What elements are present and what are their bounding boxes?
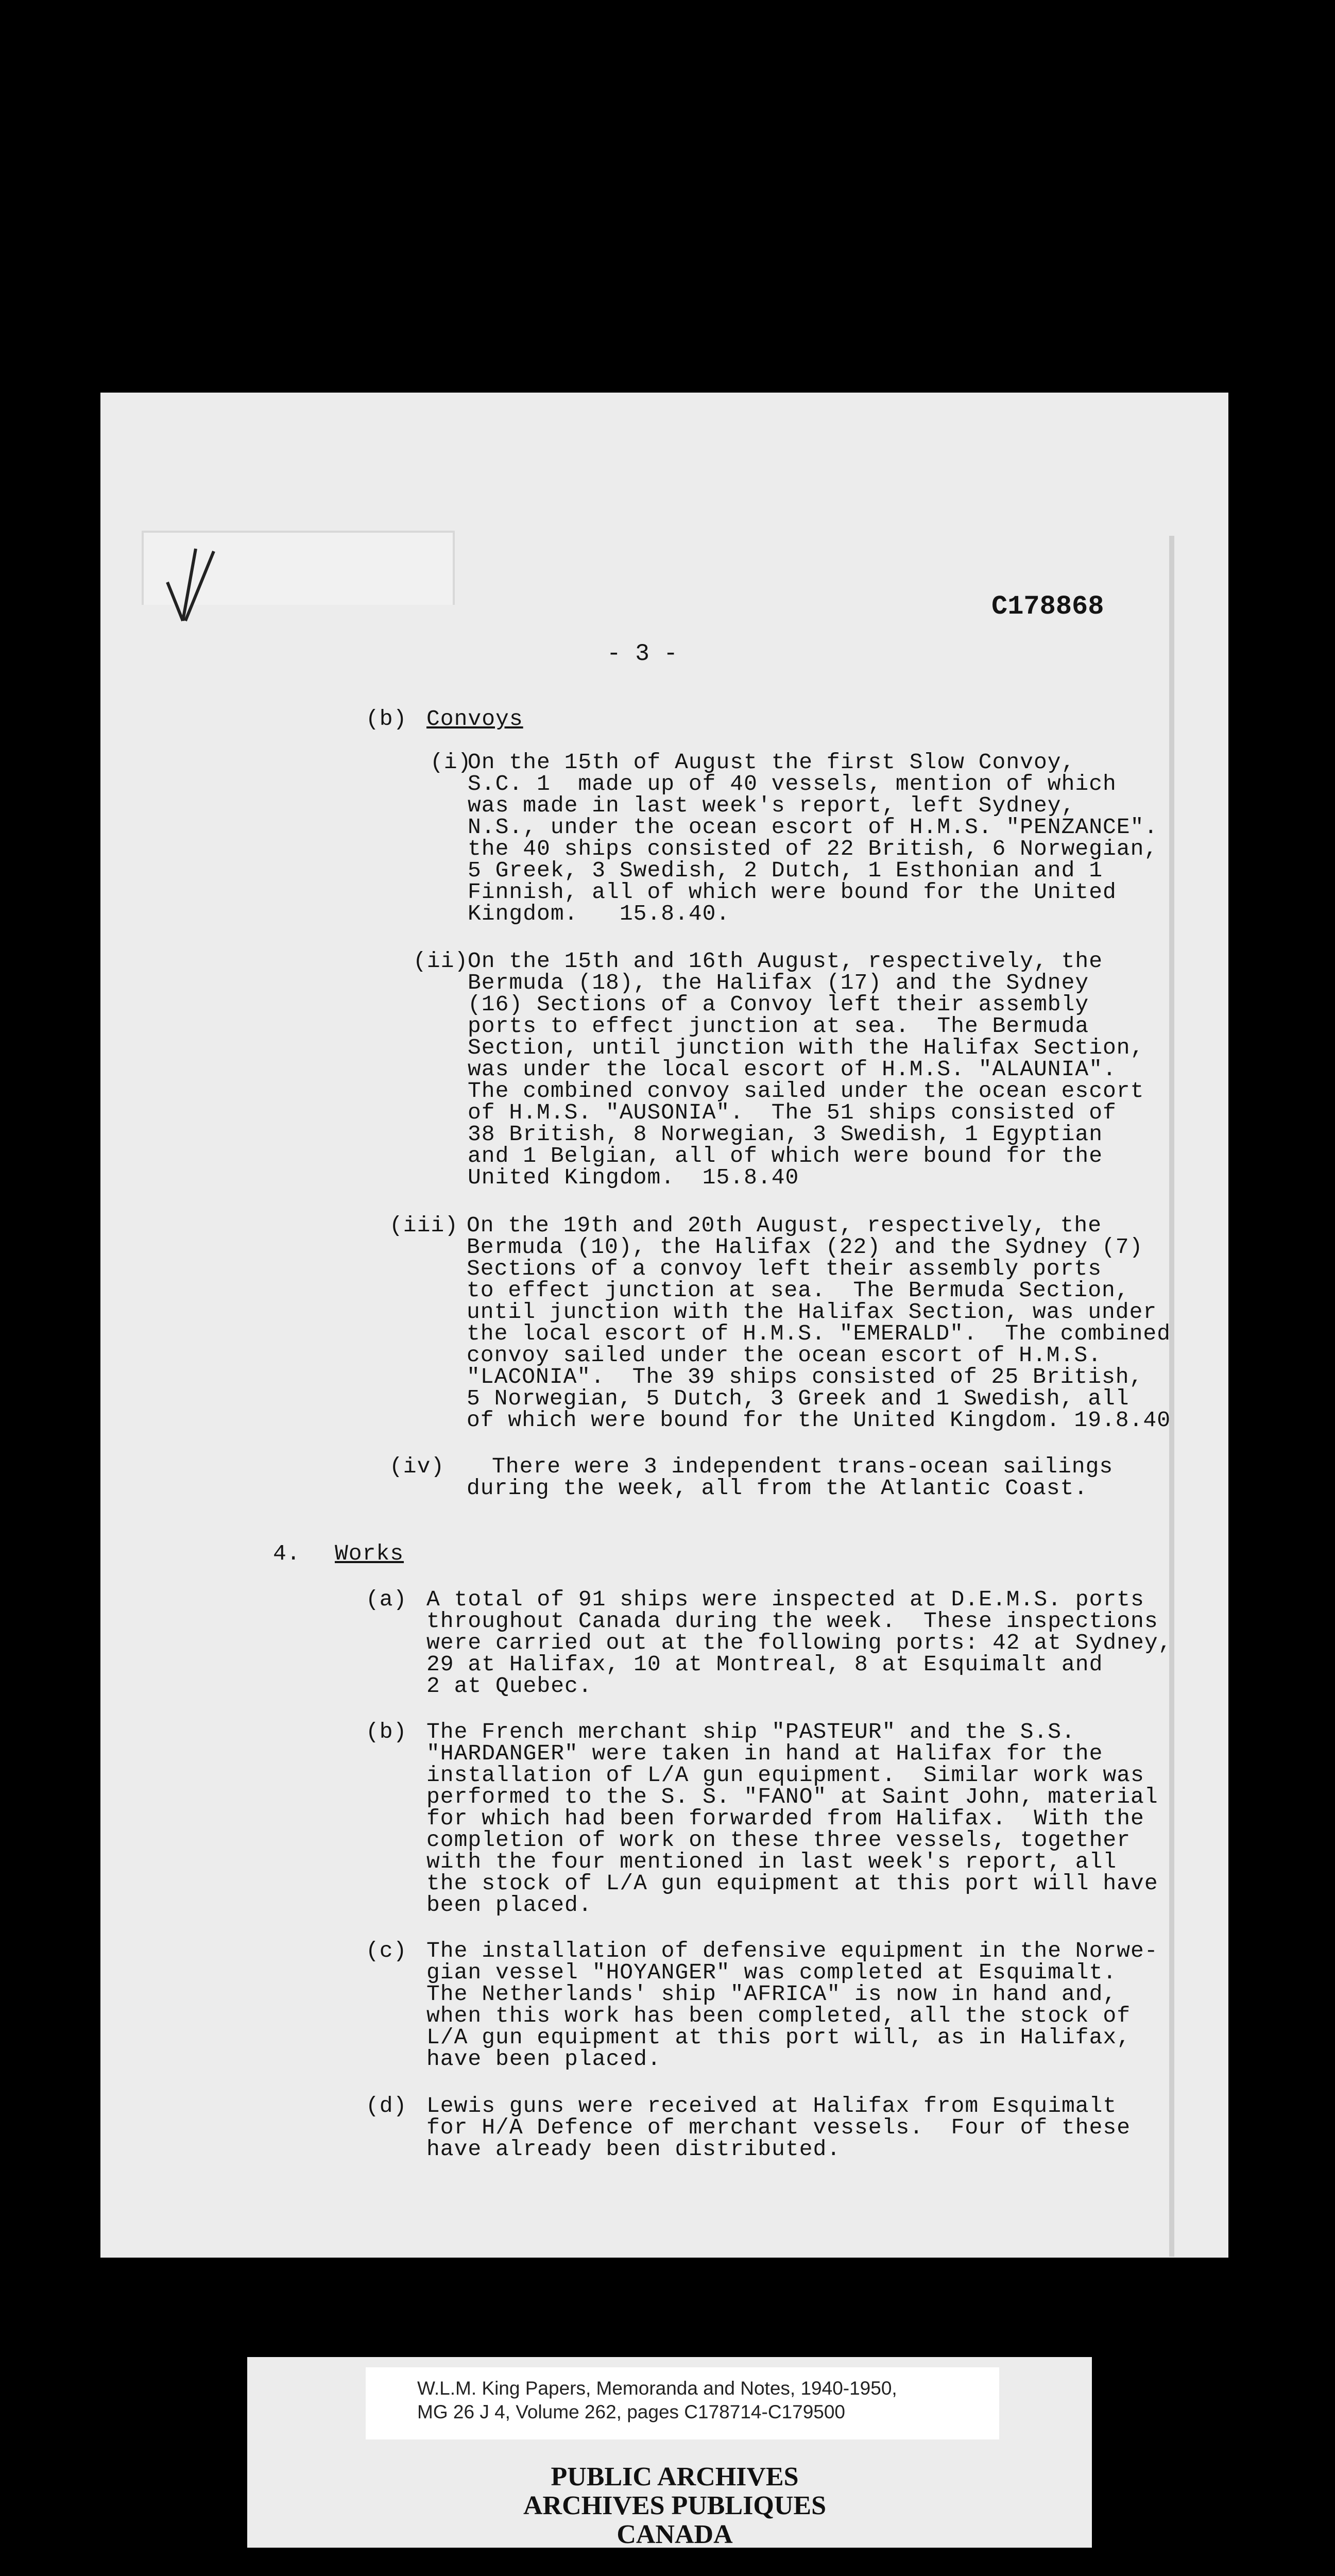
text-line: completion of work on these three vessels, together <box>426 1827 1131 1853</box>
text-line: for which had been forwarded from Halifax. With the <box>426 1806 1144 1831</box>
text-line: S.C. 1 made up of 40 vessels, mention of which <box>468 771 1117 796</box>
text-line: with the four mentioned in last week's report, all <box>426 1849 1117 1874</box>
text-line: 5 Greek, 3 Swedish, 2 Dutch, 1 Esthonian and 1 <box>468 858 1103 883</box>
text-line: the stock of L/A gun equipment at this port will have <box>426 1871 1158 1896</box>
text-line: of which were bound for the United Kingdom. 19.8.40 <box>467 1408 1171 1433</box>
item-number: (ii) <box>413 948 469 974</box>
item-number: (c) <box>366 1938 407 1963</box>
page-number: - 3 - <box>607 640 678 667</box>
text-line: when this work has been completed, all the stock of <box>426 2003 1131 2028</box>
text-line: There were 3 independent trans-ocean sailings <box>492 1454 1114 1479</box>
text-line: (16) Sections of a Convoy left their assembly <box>468 992 1089 1017</box>
text-line: Section, until junction with the Halifax Section, <box>468 1035 1144 1060</box>
text-line: of H.M.S. "AUSONIA". The 51 ships consisted of <box>468 1100 1117 1125</box>
text-line: convoy sailed under the ocean escort of H.M.S. <box>467 1343 1102 1368</box>
stamp-line: ARCHIVES PUBLIQUES <box>523 2491 827 2520</box>
text-line: Finnish, all of which were bound for the United <box>468 879 1117 905</box>
stamp-line: CANADA <box>617 2520 733 2549</box>
section-b-label: (b) <box>366 706 407 732</box>
text-line: The French merchant ship "PASTEUR" and the S.S. <box>426 1719 1075 1744</box>
text-line: until junction with the Halifax Section, was under <box>467 1299 1157 1325</box>
archive-reference-box <box>366 2367 999 2439</box>
text-line: performed to the S. S. "FANO" at Saint John, material <box>426 1784 1158 1809</box>
item-number: (b) <box>366 1719 407 1744</box>
text-line: have already been distributed. <box>426 2137 841 2162</box>
text-line: L/A gun equipment at this port will, as in Halifax, <box>426 2025 1131 2050</box>
text-line: throughout Canada during the week. These inspections <box>426 1608 1158 1634</box>
text-line: On the 15th of August the first Slow Convoy, <box>468 750 1075 775</box>
text-line: 2 at Quebec. <box>426 1673 592 1699</box>
doc-number: C178868 <box>991 591 1104 622</box>
archive-reference-line: W.L.M. King Papers, Memoranda and Notes, 1940-1950, <box>417 2378 897 2399</box>
item-number: (iii) <box>389 1213 459 1238</box>
archive-stamp <box>427 2463 922 2549</box>
text-line: the local escort of H.M.S. "EMERALD". The combined <box>467 1321 1171 1346</box>
section-4-label: 4. <box>273 1541 301 1566</box>
text-line: gian vessel "HOYANGER" was completed at Esquimalt. <box>426 1960 1117 1985</box>
text-line: The combined convoy sailed under the ocean escort <box>468 1078 1144 1104</box>
text-line: 29 at Halifax, 10 at Montreal, 8 at Esquimalt and <box>426 1652 1103 1677</box>
text-line: "HARDANGER" were taken in hand at Halifax for the <box>426 1741 1103 1766</box>
text-line: Bermuda (18), the Halifax (17) and the Sydney <box>468 970 1089 995</box>
text-line: was made in last week's report, left Sydney, <box>468 793 1075 818</box>
stamp-line: PUBLIC ARCHIVES <box>551 2462 799 2492</box>
text-line: A total of 91 ships were inspected at D.E.M.S. ports <box>426 1587 1144 1612</box>
item-number: (a) <box>366 1587 407 1612</box>
text-line: Lewis guns were received at Halifax from Esquimalt <box>426 2093 1117 2119</box>
item-number: (i) <box>430 750 472 775</box>
text-line: 5 Norwegian, 5 Dutch, 3 Greek and 1 Swedish, all <box>467 1386 1129 1411</box>
text-line: N.S., under the ocean escort of H.M.S. "PENZANCE". <box>468 815 1158 840</box>
text-line: have been placed. <box>426 2046 661 2072</box>
text-line: were carried out at the following ports: 42 at Sydney, <box>426 1630 1172 1655</box>
text-line: United Kingdom. 15.8.40 <box>468 1165 799 1190</box>
text-line: Sections of a convoy left their assembly ports <box>467 1256 1102 1281</box>
text-line: was under the local escort of H.M.S. "ALAUNIA". <box>468 1057 1117 1082</box>
text-line: The Netherlands' ship "AFRICA" is now in hand and, <box>426 1981 1117 2007</box>
text-line: during the week, all from the Atlantic Coast. <box>467 1476 1088 1501</box>
text-line: installation of L/A gun equipment. Similar work was <box>426 1762 1144 1788</box>
text-line: On the 19th and 20th August, respectively, the <box>467 1213 1102 1238</box>
text-line: "LACONIA". The 39 ships consisted of 25 British, <box>467 1364 1143 1389</box>
archive-reference-line: MG 26 J 4, Volume 262, pages C178714-C179500 <box>417 2401 846 2422</box>
section-4-title: Works <box>335 1541 404 1566</box>
item-number: (d) <box>366 2093 407 2119</box>
item-number: (iv) <box>389 1454 445 1479</box>
text-line: to effect junction at sea. The Bermuda Section, <box>467 1278 1129 1303</box>
section-b-title: Convoys <box>426 706 523 732</box>
text-line: the 40 ships consisted of 22 British, 6 Norwegian, <box>468 836 1158 861</box>
text-line: The installation of defensive equipment in the Norwe- <box>426 1938 1158 1963</box>
text-line: for H/A Defence of merchant vessels. Four of these <box>426 2115 1131 2140</box>
text-line: and 1 Belgian, all of which were bound for the <box>468 1143 1103 1168</box>
text-line: Bermuda (10), the Halifax (22) and the Sydney (7) <box>467 1234 1143 1260</box>
text-line: Kingdom. 15.8.40. <box>468 901 730 926</box>
text-line: On the 15th and 16th August, respectively, the <box>468 948 1103 974</box>
text-line: 38 British, 8 Norwegian, 3 Swedish, 1 Egyptian <box>468 1122 1103 1147</box>
text-line: been placed. <box>426 1892 592 1918</box>
text-line: ports to effect junction at sea. The Bermuda <box>468 1013 1089 1039</box>
